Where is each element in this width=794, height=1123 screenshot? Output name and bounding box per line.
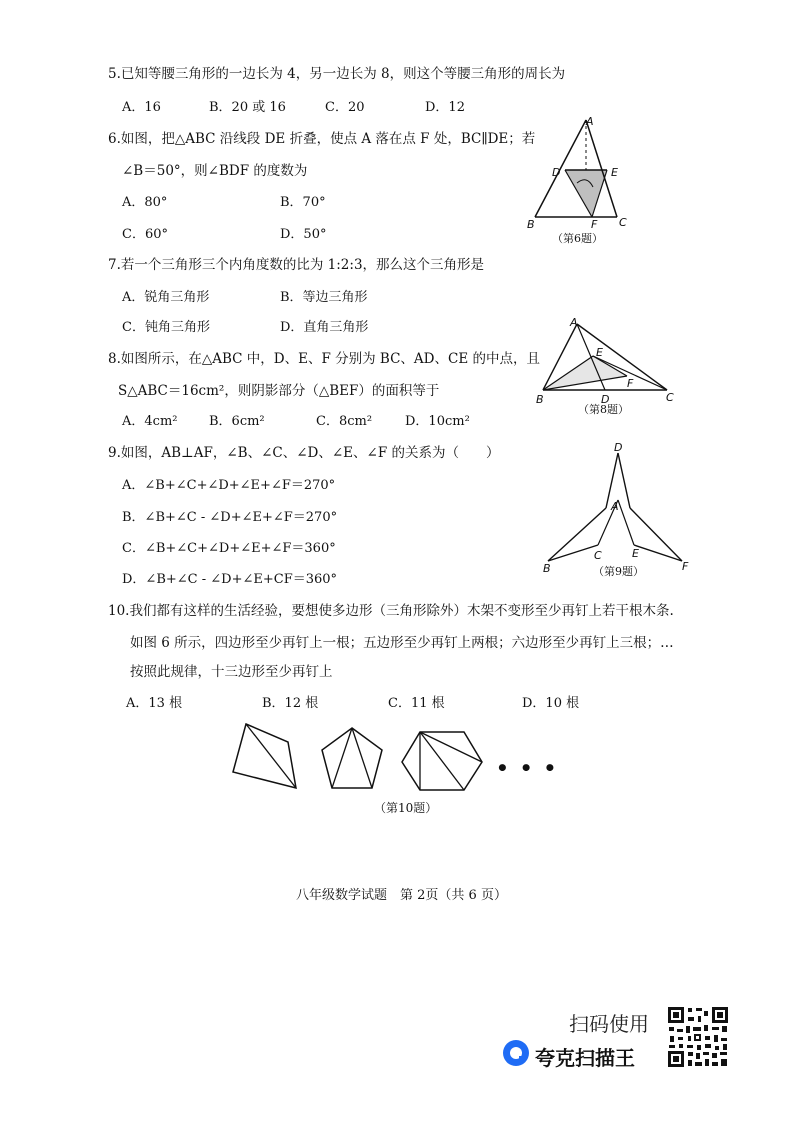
q10-pentagon <box>316 724 388 794</box>
q6-line2: ∠B＝50°，则∠BDF 的度数为 <box>122 163 308 179</box>
q9-stem: 9.如图，AB⊥AF，∠B、∠C、∠D、∠E、∠F 的关系为（ ） <box>108 445 500 461</box>
q6-figure <box>525 115 635 225</box>
q6-option-a: A．80° <box>122 195 168 210</box>
q6-label-d: D <box>552 166 561 179</box>
q6-label-c: C <box>619 216 627 229</box>
q6-label-f: F <box>591 218 598 231</box>
page-footer: 八年级数学试题 第 2页（共 6 页） <box>296 888 507 903</box>
q10-hexagon <box>396 728 486 794</box>
q6-label-e: E <box>611 166 618 179</box>
q8-label-b: B <box>536 393 544 406</box>
q8-caption: （第8题） <box>578 403 629 416</box>
q7-option-b: B．等边三角形 <box>280 290 368 305</box>
q10-line2: 如图 6 所示，四边形至少再钉上一根；五边形至少再钉上两根；六边形至少再钉上三根；… <box>130 635 674 651</box>
q10-continuation-dots: • • • <box>496 756 559 780</box>
qr-code-icon[interactable] <box>666 1005 730 1069</box>
scanner-logo-icon <box>503 1040 529 1066</box>
q5-option-b: B．20 或 16 <box>209 100 286 115</box>
q9-option-b: B．∠B+∠C - ∠D+∠E+∠F＝270° <box>122 510 338 525</box>
q8-option-b: B．6cm² <box>209 414 265 429</box>
q5-option-a: A．16 <box>122 100 161 115</box>
q10-quadrilateral <box>228 720 303 790</box>
q8-label-c: C <box>666 391 674 404</box>
q8-option-a: A．4cm² <box>122 414 178 429</box>
q9-option-c: C．∠B+∠C+∠D+∠E+∠F＝360° <box>122 541 336 556</box>
q9-label-f: F <box>682 560 689 573</box>
q6-caption: （第6题） <box>552 232 603 245</box>
q6-label-a: A <box>586 115 594 128</box>
q8-option-c: C．8cm² <box>316 414 373 429</box>
q8-line2: S△ABC＝16cm²，则阴影部分（△BEF）的面积等于 <box>118 383 440 399</box>
q9-option-d: D．∠B+∠C - ∠D+∠E+CF＝360° <box>122 572 338 587</box>
q9-label-a: A <box>611 500 619 513</box>
q5-option-c: C．20 <box>325 100 365 115</box>
q8-figure <box>535 318 675 403</box>
q6-line1: 6.如图，把△ABC 沿线段 DE 折叠，使点 A 落在点 F 处，BC∥DE；若 <box>108 131 536 147</box>
q6-option-c: C．60° <box>122 227 168 242</box>
q5-stem: 5.已知等腰三角形的一边长为 4，另一边长为 8，则这个等腰三角形的周长为 <box>108 66 566 82</box>
q8-label-f: F <box>627 377 634 390</box>
q8-label-a: A <box>570 316 578 329</box>
q8-line1: 8.如图所示，在△ABC 中，D、E、F 分别为 BC、AD、CE 的中点，且 <box>108 351 540 367</box>
q6-option-d: D．50° <box>280 227 327 242</box>
q10-option-a: A．13 根 <box>126 696 183 711</box>
q10-option-d: D．10 根 <box>522 696 580 711</box>
scanner-title: 扫码使用 <box>569 1012 649 1036</box>
q9-label-c: C <box>594 549 602 562</box>
q8-label-e: E <box>596 346 603 359</box>
q9-label-d: D <box>614 441 623 454</box>
q10-option-b: B．12 根 <box>262 696 319 711</box>
q10-line3: 按照此规律，十三边形至少再钉上 <box>130 664 333 680</box>
q10-line1: 10.我们都有这样的生活经验，要想使多边形（三角形除外）木架不变形至少再钉上若干根木条. <box>108 603 674 619</box>
q8-label-d: D <box>601 393 610 406</box>
q7-option-c: C．钝角三角形 <box>122 320 210 335</box>
q8-option-d: D．10cm² <box>405 414 470 429</box>
q6-label-b: B <box>527 218 535 231</box>
q7-stem: 7.若一个三角形三个内角度数的比为 1:2:3，那么这个三角形是 <box>108 257 485 273</box>
q7-option-a: A．锐角三角形 <box>122 290 210 305</box>
q10-caption: （第10题） <box>374 801 438 815</box>
q5-option-d: D．12 <box>425 100 465 115</box>
q7-option-d: D．直角三角形 <box>280 320 369 335</box>
scanner-brand: 夸克扫描王 <box>535 1046 635 1070</box>
q10-option-c: C．11 根 <box>388 696 445 711</box>
q9-caption: （第9题） <box>593 565 644 578</box>
q6-option-b: B．70° <box>280 195 326 210</box>
q9-label-b: B <box>543 562 551 575</box>
q9-label-e: E <box>632 547 639 560</box>
q9-option-a: A．∠B+∠C+∠D+∠E+∠F＝270° <box>122 478 336 493</box>
q6-shaded-fold <box>565 170 607 217</box>
